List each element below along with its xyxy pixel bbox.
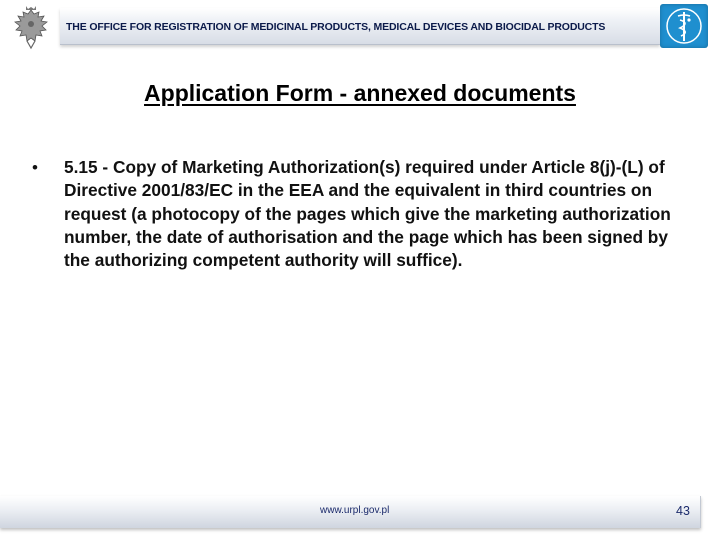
- slide-content: [32, 156, 692, 272]
- eagle-emblem-icon: [8, 4, 54, 50]
- office-name: THE OFFICE FOR REGISTRATION OF MEDICINAL PRODUCTS, MEDICAL DEVICES AND BIOCIDAL PRODUCTS: [66, 21, 606, 33]
- header: [0, 0, 720, 52]
- footer: [0, 496, 701, 528]
- footer-url: www.urpl.gov.pl: [320, 505, 390, 516]
- caduceus-logo-icon: [660, 4, 708, 48]
- bullet-text: 5.15 - Copy of Marketing Authorization(s) required under Article 8(j)-(L) of Directive 2001/83/EC in the EEA and the equivalent in third countries on request (a photocopy of the pages which give the marketing authorization number, the date of authorisation and the page which has been signed by the authorizing competent authority will suffice).: [64, 157, 671, 271]
- page-number: 43: [676, 504, 690, 518]
- slide-title: Application Form - annexed documents: [144, 80, 576, 106]
- list-item: [32, 156, 692, 272]
- bullet-icon: •: [32, 158, 38, 177]
- office-banner: [60, 8, 660, 45]
